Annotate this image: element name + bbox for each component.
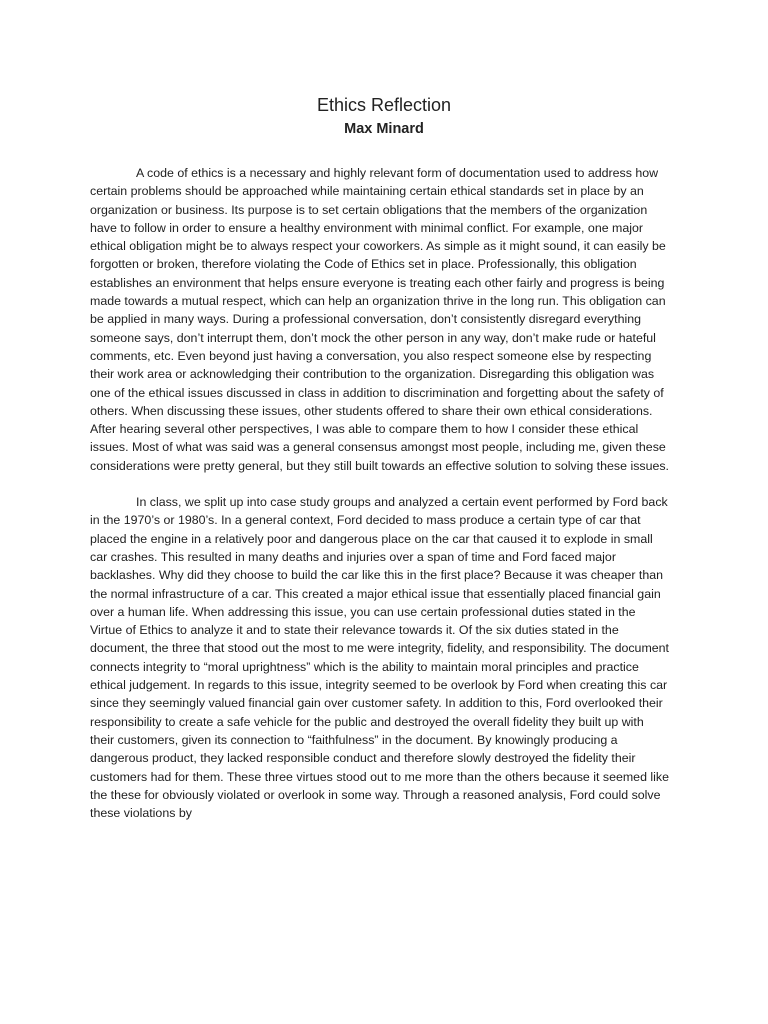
paragraph-1: A code of ethics is a necessary and highly relevant form of documentation used to address how certain problems should be approached while maintaining certain ethical standards set in place by an organization or business. Its purpose is to set certain obligations that the members of the organization have to follow in order to ensure a healthy environment with minimal conflict. For example, one major ethical obligation might be to always respect your coworkers. As simple as it might sound, it can easily be forgotten or broken, therefore violating the Code of Ethics set in place. Professionally, this obligation establishes an environment that helps ensure everyone is treating each other fairly and progress is being made towards a mutual respect, which can help an organization thrive in the long run. This obligation can be applied in many ways. During a professional conversation, don’t consistently disregard everything someone says, don’t interrupt them, don’t mock the other person in any way, don’t make rude or hateful comments, etc. Even beyond just having a conversation, you also respect someone else by respecting their work area or acknowledging their contribution to the organization. Disregarding this obligation was one of the ethical issues discussed in class in addition to discrimination and forgetting about the safety of others. When discussing these issues, other students offered to share their own ethical considerations. After hearing several other perspectives, I was able to compare them to how I consider these ethical issues. Most of what was said was a general consensus amongst most people, including me, given these considerations were pretty general, but they still built towards an effective solution to solving these issues. bbox=[90, 166, 670, 473]
document-title: Ethics Reflection bbox=[316, 95, 452, 115]
paragraph-2: In class, we split up into case study groups and analyzed a certain event performed by Ford back in the 1970’s or 1980’s. In a general context, Ford decided to mass produce a certain type of car that placed the engine in a relatively poor and dangerous place on the car that caused it to explode in small car crashes. This resulted in many deaths and injuries over a span of time and Ford faced major backlashes. Why did they choose to build the car like this in the first place? Because it was cheaper than the normal infrastructure of a car. This created a major ethical issue that essentially placed financial gain over a human life. When addressing this issue, you can use certain professional duties stated in the Virtue of Ethics to analyze it and to state their relevance towards it. Of the six duties stated in the document, the three that stood out the most to me were integrity, fidelity, and responsibility. The document connects integrity to “moral uprightness” which is the ability to maintain moral principles and practice ethical judgement. In regards to this issue, integrity seemed to be overlook by Ford when creating this car since they seemingly valued financial gain over customer safety. In addition to this, Ford overlooked their responsibility to create a safe vehicle for the public and destroyed the overall fidelity they built up with their customers, given its connection to “faithfulness” in the document. By knowingly producing a dangerous product, they lacked responsible conduct and therefore slowly destroyed the fidelity their customers had for them. These three virtues stood out to me more than the others because it seemed like the these for obviously violated or overlook in some way. Through a reasoned analysis, Ford could solve these violations by bbox=[90, 495, 669, 821]
document-body bbox=[90, 164, 670, 822]
document-author: Max Minard bbox=[344, 121, 424, 137]
